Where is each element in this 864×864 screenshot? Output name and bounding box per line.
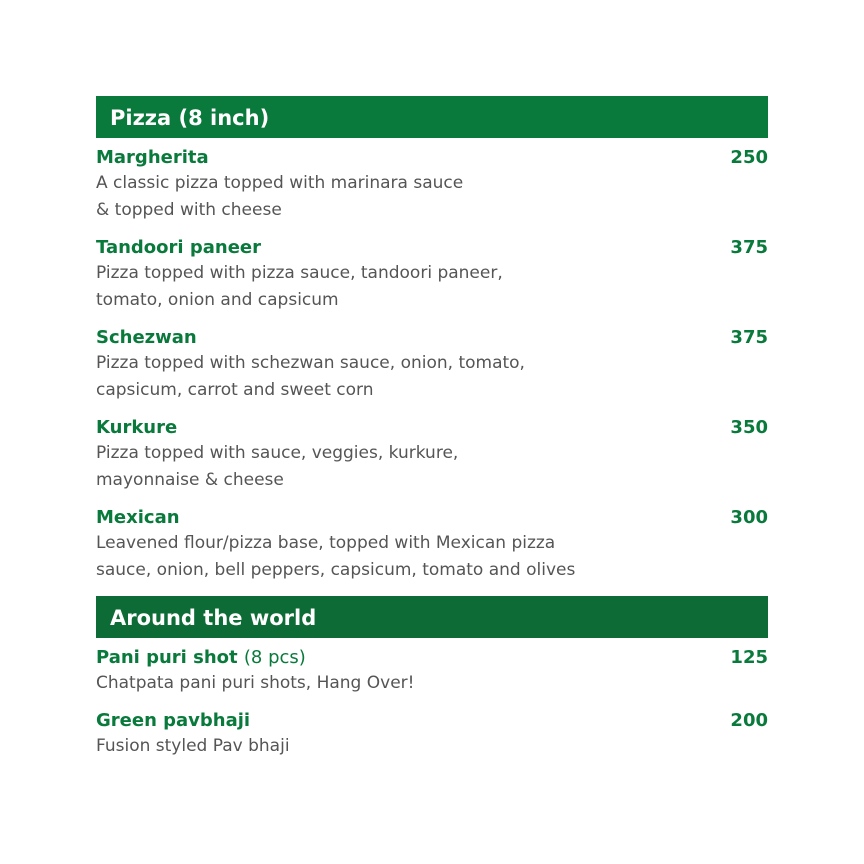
item-description — [96, 260, 616, 314]
description-line: Fusion styled Pav bhaji — [96, 736, 290, 756]
item-quantity: (8 pcs) — [243, 647, 306, 668]
item-price: 300 — [730, 507, 768, 528]
description-line: Pizza topped with schezwan sauce, onion, tomato, — [96, 353, 525, 373]
description-line: Chatpata pani puri shots, Hang Over! — [96, 673, 415, 693]
menu-item-green-pavbhaji — [96, 709, 768, 760]
description-line: capsicum, carrot and sweet corn — [96, 380, 374, 400]
description-line: tomato, onion and capsicum — [96, 290, 339, 310]
item-name: Schezwan — [96, 327, 197, 348]
section-around-the-world — [96, 596, 768, 760]
menu-item-mexican — [96, 506, 768, 584]
menu-item-schezwan — [96, 326, 768, 404]
description-line: A classic pizza topped with marinara sauce — [96, 173, 464, 193]
item-description — [96, 170, 616, 224]
item-price: 350 — [730, 417, 768, 438]
menu-item-kurkure — [96, 416, 768, 494]
item-description — [96, 530, 656, 584]
item-price: 250 — [730, 147, 768, 168]
item-price: 375 — [730, 237, 768, 258]
item-price: 200 — [730, 710, 768, 731]
item-name: Kurkure — [96, 417, 178, 438]
item-name: Mexican — [96, 507, 180, 528]
description-line: sauce, onion, bell peppers, capsicum, tomato and olives — [96, 560, 576, 580]
item-price: 375 — [730, 327, 768, 348]
item-name: Pani puri shot — [96, 647, 238, 668]
section-title: Around the world — [96, 596, 768, 638]
description-line: Pizza topped with pizza sauce, tandoori paneer, — [96, 263, 503, 283]
menu-item-margherita — [96, 146, 768, 224]
item-name: Green pavbhaji — [96, 710, 251, 731]
item-list — [96, 138, 768, 584]
item-name: Tandoori paneer — [96, 237, 261, 258]
item-description — [96, 350, 616, 404]
section-title: Pizza (8 inch) — [96, 96, 768, 138]
description-line: Leavened flour/pizza base, topped with Mexican pizza — [96, 533, 556, 553]
item-list — [96, 638, 768, 760]
item-description — [96, 670, 616, 697]
description-line: mayonnaise & cheese — [96, 470, 284, 490]
item-description — [96, 733, 616, 760]
item-description — [96, 440, 616, 494]
item-price: 125 — [730, 647, 768, 668]
menu-item-tandoori-paneer — [96, 236, 768, 314]
description-line: & topped with cheese — [96, 200, 282, 220]
description-line: Pizza topped with sauce, veggies, kurkure, — [96, 443, 459, 463]
menu — [96, 96, 768, 772]
menu-item-pani-puri-shot — [96, 646, 768, 697]
section-pizza — [96, 96, 768, 584]
item-name: Margherita — [96, 147, 209, 168]
item-name-row — [96, 646, 768, 670]
